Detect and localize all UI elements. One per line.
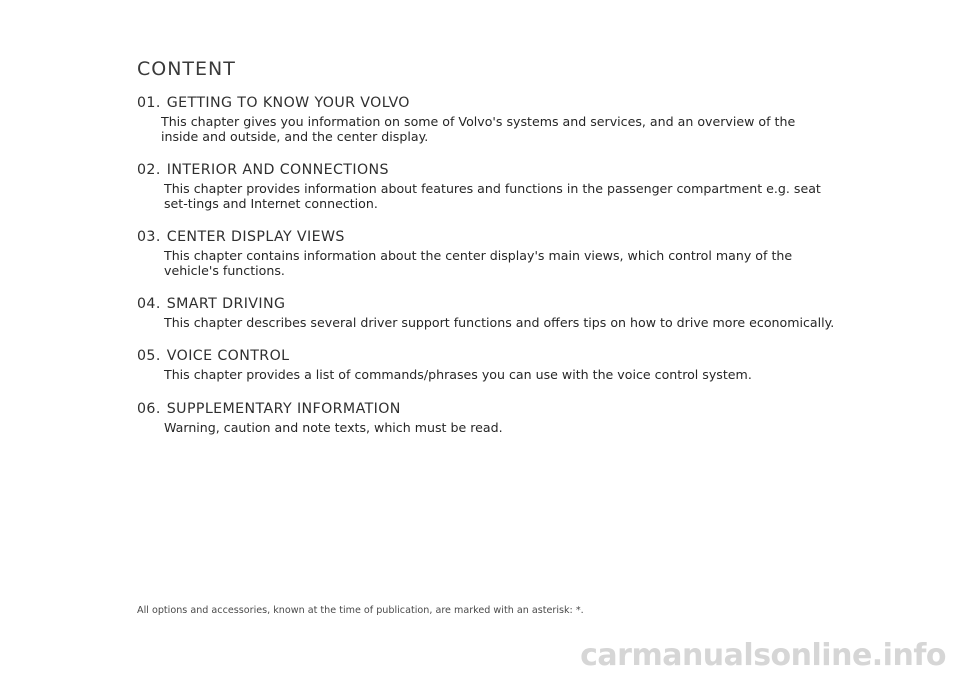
chapter-description: This chapter contains information about the center display's main views, which control many of the vehicle's functions. bbox=[164, 248, 793, 278]
chapter-heading[interactable] bbox=[137, 347, 837, 365]
chapter-heading[interactable] bbox=[137, 161, 837, 179]
chapter-entry[interactable] bbox=[137, 295, 837, 330]
chapter-number: 04. bbox=[137, 296, 161, 312]
chapter-number: 01. bbox=[137, 95, 161, 111]
chapter-heading[interactable] bbox=[137, 228, 837, 246]
chapter-title[interactable]: SMART DRIVING bbox=[166, 296, 286, 312]
chapter-title[interactable]: VOICE CONTROL bbox=[166, 348, 290, 364]
chapter-heading[interactable] bbox=[137, 94, 837, 112]
chapter-number: 06. bbox=[137, 401, 161, 417]
chapter-description: This chapter provides information about features and functions in the passenger compartment e.g. seat set-tings and Internet connection. bbox=[164, 181, 821, 211]
chapter-entry[interactable] bbox=[137, 94, 837, 144]
watermark: carmanualsonline.info bbox=[580, 638, 946, 673]
chapter-entry[interactable] bbox=[137, 161, 837, 211]
chapter-title[interactable]: CENTER DISPLAY VIEWS bbox=[166, 229, 345, 245]
chapter-heading[interactable] bbox=[137, 400, 837, 418]
chapter-description: Warning, caution and note texts, which must be read. bbox=[164, 420, 503, 435]
chapter-heading[interactable] bbox=[137, 295, 837, 313]
asterisk-footnote: All options and accessories, known at the time of publication, are marked with an asterisk: *. bbox=[137, 605, 584, 616]
chapter-description: This chapter gives you information on some of Volvo's systems and services, and an overview of the inside and outside, and the center display. bbox=[161, 114, 796, 144]
chapter-title[interactable]: GETTING TO KNOW YOUR VOLVO bbox=[166, 95, 410, 111]
chapter-description: This chapter provides a list of commands/phrases you can use with the voice control system. bbox=[164, 367, 752, 382]
chapter-number: 02. bbox=[137, 162, 161, 178]
chapter-entry[interactable] bbox=[137, 347, 837, 382]
chapter-number: 03. bbox=[137, 229, 161, 245]
chapter-description: This chapter describes several driver support functions and offers tips on how to drive more economically. bbox=[164, 315, 835, 330]
chapter-title[interactable]: INTERIOR AND CONNECTIONS bbox=[166, 162, 389, 178]
chapter-entry[interactable] bbox=[137, 400, 837, 435]
page-title: CONTENT bbox=[137, 58, 236, 80]
chapter-number: 05. bbox=[137, 348, 161, 364]
chapter-entry[interactable] bbox=[137, 228, 837, 278]
chapter-title[interactable]: SUPPLEMENTARY INFORMATION bbox=[166, 401, 401, 417]
